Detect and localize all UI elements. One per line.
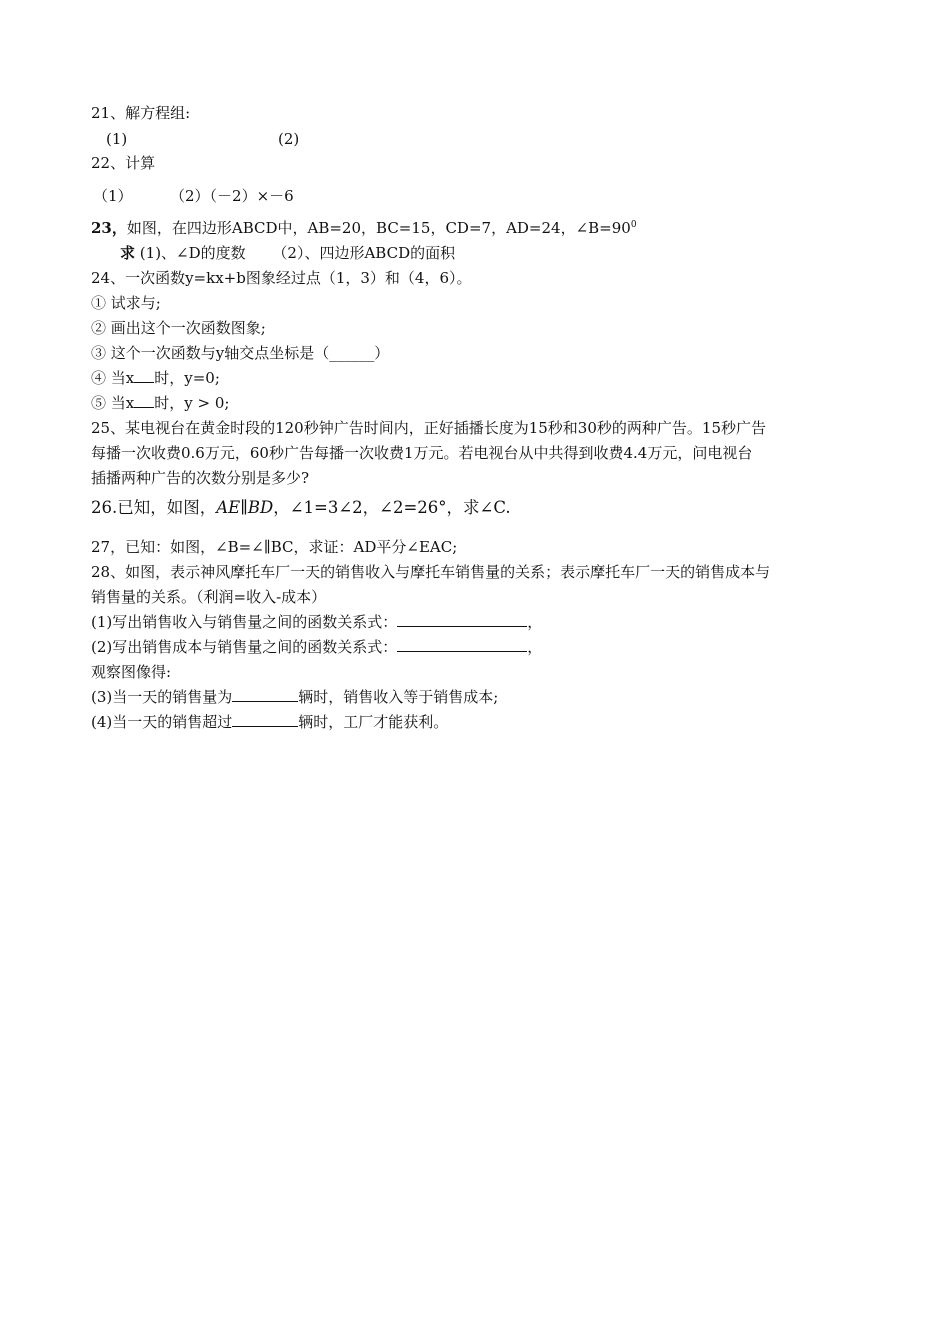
q21-title: 21、解方程组: bbox=[91, 104, 191, 122]
q28-line1: 28、如图，表示神风摩托车厂一天的销售收入与摩托车销售量的关系；表示摩托车厂一天的销售成本与 bbox=[91, 563, 771, 581]
q28-sub3-start: (3)当一天的销售量为 bbox=[91, 688, 233, 706]
q23-ask: 求 bbox=[120, 244, 136, 262]
q24-item2: ② 画出这个一次函数图象; bbox=[91, 319, 266, 337]
q22-title: 22、计算 bbox=[91, 154, 156, 172]
q28-sub4-blank bbox=[232, 712, 298, 727]
q27-line: 27，已知：如图，∠B=∠∥BC，求证：AD平分∠EAC; bbox=[91, 538, 458, 556]
q28-sub3-blank bbox=[232, 687, 298, 702]
q26-parallel: AE∥BD bbox=[216, 498, 274, 517]
q28-sub2-text: (2)写出销售成本与销售量之间的函数关系式： bbox=[91, 638, 398, 656]
q24-item5-start: ⑤ 当x bbox=[91, 394, 135, 412]
q23-part1: (1)、∠D的度数 bbox=[139, 244, 246, 262]
q28-sub1 bbox=[91, 612, 542, 632]
q22-part1: （1） bbox=[93, 187, 133, 205]
q24-item5-end: 时，y > 0; bbox=[154, 394, 230, 412]
q24-title: 24、一次函数y=kx+b图象经过点（1，3）和（4，6）。 bbox=[91, 269, 472, 287]
q24-item3: ③ 这个一次函数与y轴交点坐标是（______） bbox=[91, 344, 390, 362]
q23-ask-line bbox=[120, 243, 455, 263]
q23-number: 23， bbox=[91, 219, 127, 237]
q24-item4-end: 时，y=0; bbox=[154, 369, 220, 387]
q28-sub2-comma: ， bbox=[527, 638, 543, 656]
q28-sub4-end: 辆时，工厂才能获利。 bbox=[298, 713, 449, 731]
q23-part2: （2）、四边形ABCD的面积 bbox=[272, 244, 456, 262]
q28-sub4-start: (4)当一天的销售超过 bbox=[91, 713, 233, 731]
q24-item4-blank bbox=[134, 368, 154, 383]
q23-superscript: 0 bbox=[630, 220, 637, 230]
q28-observe: 观察图像得: bbox=[91, 663, 172, 681]
q21-part2: (2) bbox=[278, 130, 300, 148]
q28-sub1-text: (1)写出销售收入与销售量之间的函数关系式： bbox=[91, 613, 398, 631]
q26-end: ，∠1=3∠2，∠2=26°，求∠C. bbox=[273, 498, 511, 517]
q23-text: 如图，在四边形ABCD中，AB=20，BC=15，CD=7，AD=24，∠B=90 bbox=[126, 219, 631, 237]
q28-sub3-end: 辆时，销售收入等于销售成本; bbox=[298, 688, 499, 706]
q28-sub4 bbox=[91, 712, 448, 732]
q25-line3: 插播两种广告的次数分别是多少? bbox=[91, 469, 310, 487]
q24-item4 bbox=[91, 368, 220, 388]
q28-sub2 bbox=[91, 637, 542, 657]
q22-part2: （2）（－2）×－6 bbox=[170, 187, 294, 205]
q28-sub3 bbox=[91, 687, 498, 707]
q28-sub1-blank bbox=[397, 612, 527, 627]
q28-line2: 销售量的关系。（利润=收入-成本） bbox=[91, 588, 327, 606]
q25-line1: 25、某电视台在黄金时段的120秒钟广告时间内，正好插播长度为15秒和30秒的两种广告。15秒广告 bbox=[91, 419, 766, 437]
q28-sub1-comma: ， bbox=[527, 613, 543, 631]
q28-sub2-blank bbox=[397, 637, 527, 652]
q24-item4-start: ④ 当x bbox=[91, 369, 135, 387]
q21-part1: (1) bbox=[106, 130, 128, 148]
q24-item5 bbox=[91, 393, 229, 413]
q23-line bbox=[91, 218, 637, 238]
q26-start: 26.已知，如图， bbox=[91, 498, 217, 517]
q25-line2: 每播一次收费0.6万元，60秒广告每播一次收费1万元。若电视台从中共得到收费4.4万元，问电视台 bbox=[91, 444, 753, 462]
q24-item1: ① 试求与; bbox=[91, 294, 161, 312]
q26-line bbox=[91, 498, 511, 518]
q24-item5-blank bbox=[134, 393, 154, 408]
